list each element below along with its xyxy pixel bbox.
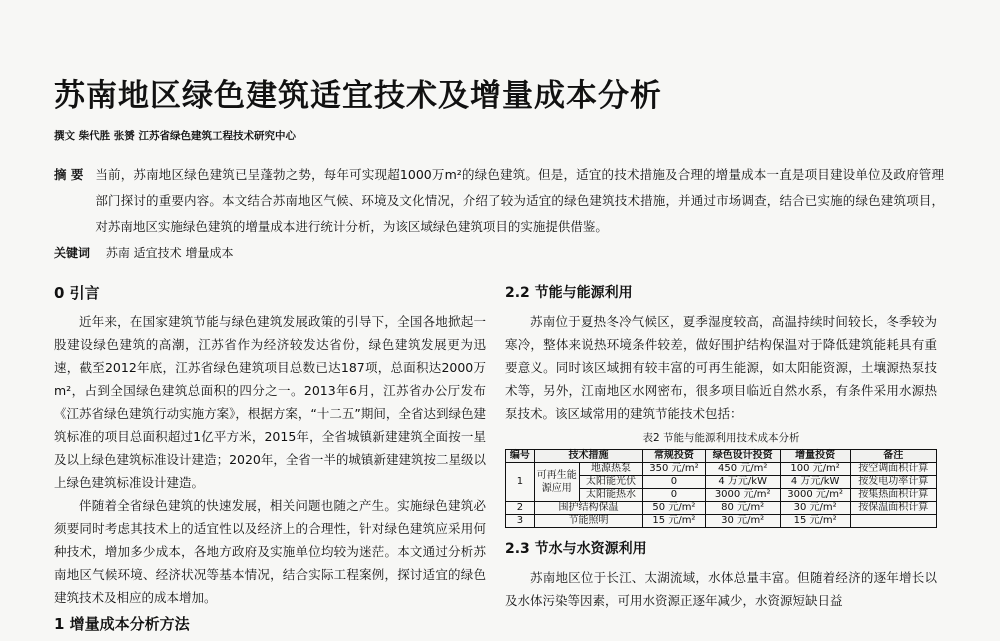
table-cell: 0 <box>643 489 706 502</box>
section-heading-intro: 0 引言 <box>54 284 100 302</box>
table-cell: 地源热泵 <box>579 463 642 476</box>
table-cell: 太阳能热水 <box>579 489 642 502</box>
water-paragraph: 苏南地区位于长江、太湖流域，水体总量丰富。但随着经济的逐年增长以及水体污染等因素，可用水资源正逐年减少，水资源短缺日益 <box>505 570 937 608</box>
table-cell: 15 元/m² <box>780 515 850 528</box>
keywords-text: 苏南 适宜技术 增量成本 <box>105 246 234 260</box>
section-heading-method: 1 增量成本分析方法 <box>54 615 190 633</box>
table-cell: 按保温面积计算 <box>850 502 936 515</box>
table-cell: 15 元/m² <box>643 515 706 528</box>
table-header: 常规投资 <box>643 450 706 463</box>
table-cell: 50 元/m² <box>643 502 706 515</box>
table-cell: 30 元/m² <box>780 502 850 515</box>
table-cell: 4 万元/kW <box>705 476 780 489</box>
table-cell: 4 万元/kW <box>780 476 850 489</box>
cost-table <box>505 449 937 528</box>
author-line: 撰文 柴代胜 张赟 江苏省绿色建筑工程技术研究中心 <box>54 130 296 142</box>
table-cell: 350 元/m² <box>643 463 706 476</box>
table-cell: 太阳能光伏 <box>579 476 642 489</box>
table-header-row <box>506 450 937 463</box>
table-header: 技术措施 <box>534 450 642 463</box>
table-caption: 表2 节能与能源利用技术成本分析 <box>642 432 800 444</box>
table-cell: 3000 元/m² <box>780 489 850 502</box>
section-heading-energy: 2.2 节能与能源利用 <box>505 285 633 301</box>
table-cell: 2 <box>506 502 535 515</box>
abstract-label: 摘 要 <box>54 167 84 182</box>
right-column <box>505 282 937 612</box>
table-row <box>506 515 937 528</box>
table-cell: 30 元/m² <box>705 515 780 528</box>
table-cell: 围护结构保温 <box>534 502 642 515</box>
table-cell: 3 <box>506 515 535 528</box>
table-cell: 80 元/m² <box>705 502 780 515</box>
table-header: 增量投资 <box>780 450 850 463</box>
table-cell: 0 <box>643 476 706 489</box>
table-row <box>506 502 937 515</box>
intro-paragraph-1: 近年来，在国家建筑节能与绿色建筑发展政策的引导下，全国各地掀起一股建设绿色建筑的高潮，江苏省作为经济较发达省份，绿色建筑发展更为迅速，截至2012年底，江苏省绿色建筑项目总数已达187项，总面积达2000万m²，占到全国绿色建筑总面积的四分之一。2013年6月，江苏省办公厅发布《江苏省绿色建筑行动实施方案》，根据方案，“十二五”期间，全省达到绿色建筑标准的项目总面积超过1亿平方米，2015年，全省城镇新建建筑全面按一星及以上绿色建筑标准设计建造；2020年，全省一半的城镇新建建筑按二星级以上绿色建筑标准设计建造。 <box>54 314 486 490</box>
section-heading-water: 2.3 节水与水资源利用 <box>505 541 647 557</box>
table-row <box>506 463 937 476</box>
table-cell: 节能照明 <box>534 515 642 528</box>
keywords-label: 关键词 <box>54 246 91 260</box>
keywords-block <box>54 244 233 261</box>
table-cell <box>850 515 936 528</box>
energy-paragraph: 苏南位于夏热冬冷气候区，夏季湿度较高，高温持续时间较长，冬季较为寒冷，整体来说热环境条件较差，做好围护结构保温对于降低建筑能耗具有重要意义。同时该区域拥有较丰富的可再生能源，如太阳能资源，土壤源热泵技术等，另外，江南地区水网密布，很多项目临近自然水系，有条件采用水源热泵技术。该区域常用的建筑节能技术包括： <box>505 314 937 421</box>
paper-title: 苏南地区绿色建筑适宜技术及增量成本分析 <box>54 78 662 114</box>
left-column <box>54 282 486 641</box>
abstract-block <box>54 162 944 240</box>
table-cell: 1 <box>506 463 535 502</box>
table-cell: 按集热面积计算 <box>850 489 936 502</box>
abstract-text: 当前，苏南地区绿色建筑已呈蓬勃之势，每年可实现超1000万m²的绿色建筑。但是，适宜的技术措施及合理的增量成本一直是项目建设单位及政府管理部门探讨的重要内容。本文结合苏南地区气候、环境及文化情况，介绍了较为适宜的绿色建筑技术措施，并通过市场调查，结合已实施的绿色建筑项目，对苏南地区实施绿色建筑的增量成本进行统计分析，为该区域绿色建筑项目的实施提供借鉴。 <box>95 167 944 234</box>
table-cell: 100 元/m² <box>780 463 850 476</box>
table-header: 编号 <box>506 450 535 463</box>
table-cell: 按空调面积计算 <box>850 463 936 476</box>
table-header: 绿色设计投资 <box>705 450 780 463</box>
table-header: 备注 <box>850 450 936 463</box>
table-cell: 3000 元/m² <box>705 489 780 502</box>
table-cell: 450 元/m² <box>705 463 780 476</box>
table-cell: 按发电功率计算 <box>850 476 936 489</box>
table-group-cell: 可再生能源应用 <box>534 463 579 502</box>
intro-paragraph-2: 伴随着全省绿色建筑的快速发展，相关问题也随之产生。实施绿色建筑必须要同时考虑其技术上的适宜性以及经济上的合理性，针对绿色建筑应采用何种技术，增加多少成本，各地方政府及实施单位均较为迷茫。本文通过分析苏南地区气候环境、经济状况等基本情况，结合实际工程案例，探讨适宜的绿色建筑技术及相应的成本增加。 <box>54 498 486 605</box>
